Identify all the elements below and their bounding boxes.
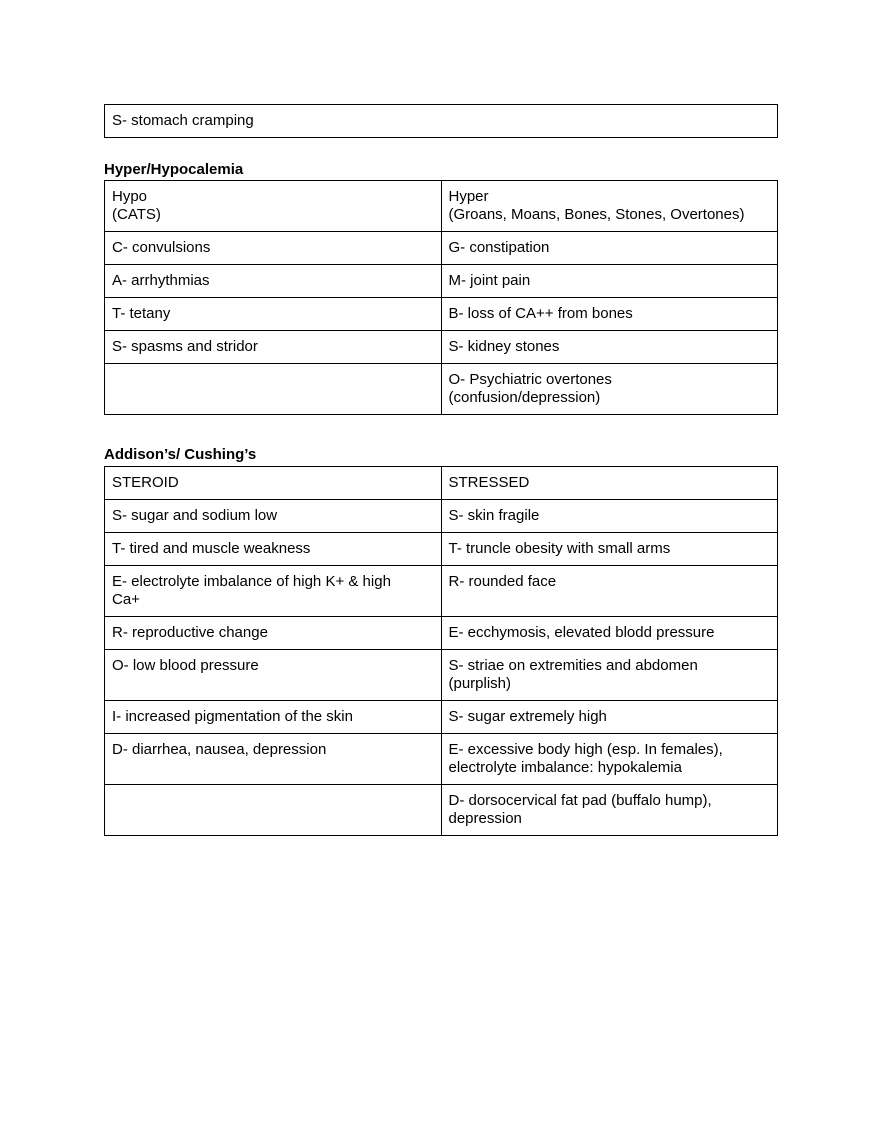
- table-row: [105, 331, 778, 364]
- table-row: [105, 232, 778, 265]
- cell-text: S- sugar extremely high: [448, 708, 607, 725]
- calcemia-table-body: [105, 181, 778, 415]
- table-cell-right: [441, 298, 778, 331]
- table-cell-right: [441, 533, 778, 566]
- header-cell-right: [441, 467, 778, 500]
- cell-text: C- convulsions: [112, 239, 211, 256]
- cell-text: R- reproductive change: [112, 624, 268, 641]
- cell-text: Hypo: [112, 188, 148, 205]
- cell-text: E- electrolyte imbalance of high K+ & high: [112, 573, 391, 590]
- table-cell-right: [441, 734, 778, 785]
- cell-text: S- kidney stones: [448, 338, 560, 355]
- adrenal-table: [104, 466, 778, 836]
- table-cell-left: [105, 265, 442, 298]
- table-row: [105, 650, 778, 701]
- calcemia-table: [104, 180, 778, 415]
- table-cell-left: [105, 364, 442, 415]
- table-cell-left: [105, 232, 442, 265]
- adrenal-table-body: [105, 467, 778, 836]
- cell-text: (CATS): [112, 206, 161, 223]
- table-cell-left: [105, 566, 442, 617]
- header-cell-left: [105, 467, 442, 500]
- cell-text: electrolyte imbalance: hypokalemia: [448, 759, 682, 776]
- section-title-adrenal: Addison’s/ Cushing’s: [104, 446, 257, 463]
- cell-text: O- low blood pressure: [112, 657, 259, 674]
- stomach-cramping-table-body: [105, 105, 778, 138]
- table-row: [105, 533, 778, 566]
- table-cell-left: [105, 785, 442, 836]
- cell-text: M- joint pain: [448, 272, 531, 289]
- table-header-row: [105, 181, 778, 232]
- table-cell-left: [105, 734, 442, 785]
- table-cell-left: [105, 331, 442, 364]
- table-row: [105, 617, 778, 650]
- table-row: [105, 265, 778, 298]
- table-row: [105, 734, 778, 785]
- cell-text: (Groans, Moans, Bones, Stones, Overtones): [448, 206, 745, 223]
- table-row: [105, 298, 778, 331]
- table-cell-left: [105, 500, 442, 533]
- cell-text: T- truncle obesity with small arms: [448, 540, 671, 557]
- table-row: [105, 566, 778, 617]
- table-cell-left: [105, 298, 442, 331]
- table-cell-right: [441, 232, 778, 265]
- cell-text: S- sugar and sodium low: [112, 507, 278, 524]
- cell-text: E- ecchymosis, elevated blodd pressure: [448, 624, 715, 641]
- table-row: [105, 364, 778, 415]
- cell-text: Ca+: [112, 591, 140, 608]
- table-cell-right: [441, 331, 778, 364]
- cell-text: E- excessive body high (esp. In females),: [448, 741, 723, 758]
- cell-text: R- rounded face: [448, 573, 557, 590]
- table-row: [105, 500, 778, 533]
- table-cell-left: [105, 701, 442, 734]
- table-row: [105, 105, 778, 138]
- table-cell-right: [441, 785, 778, 836]
- cell-text: STEROID: [112, 474, 179, 491]
- table-row: [105, 701, 778, 734]
- cell-text: B- loss of CA++ from bones: [448, 305, 633, 322]
- cell-text: Hyper: [448, 188, 489, 205]
- table-cell-right: [441, 364, 778, 415]
- cell-text: STRESSED: [448, 474, 530, 491]
- cell-text: S- stomach cramping: [112, 112, 254, 129]
- cell-text: T- tired and muscle weakness: [112, 540, 311, 557]
- cell-text: A- arrhythmias: [112, 272, 210, 289]
- table-cell: [105, 105, 778, 138]
- cell-text: (purplish): [448, 675, 512, 692]
- cell-text: T- tetany: [112, 305, 171, 322]
- table-cell-left: [105, 650, 442, 701]
- cell-text: S- spasms and stridor: [112, 338, 258, 355]
- table-cell-right: [441, 650, 778, 701]
- cell-text: D- diarrhea, nausea, depression: [112, 741, 327, 758]
- table-cell-left: [105, 533, 442, 566]
- cell-text: O- Psychiatric overtones: [448, 371, 612, 388]
- section-title-calcemia: Hyper/Hypocalemia: [104, 161, 244, 178]
- cell-text: S- skin fragile: [448, 507, 540, 524]
- table-row: [105, 785, 778, 836]
- table-cell-right: [441, 617, 778, 650]
- table-cell-right: [441, 265, 778, 298]
- cell-text: I- increased pigmentation of the skin: [112, 708, 353, 725]
- table-cell-right: [441, 701, 778, 734]
- table-cell-left: [105, 617, 442, 650]
- table-cell-right: [441, 566, 778, 617]
- header-cell-right: [441, 181, 778, 232]
- table-header-row: [105, 467, 778, 500]
- stomach-cramping-table: [104, 104, 778, 138]
- header-cell-left: [105, 181, 442, 232]
- cell-text: depression: [448, 810, 522, 827]
- table-cell-right: [441, 500, 778, 533]
- cell-text: (confusion/depression): [448, 389, 601, 406]
- cell-text: G- constipation: [448, 239, 550, 256]
- cell-text: D- dorsocervical fat pad (buffalo hump),: [448, 792, 712, 809]
- cell-text: S- striae on extremities and abdomen: [448, 657, 698, 674]
